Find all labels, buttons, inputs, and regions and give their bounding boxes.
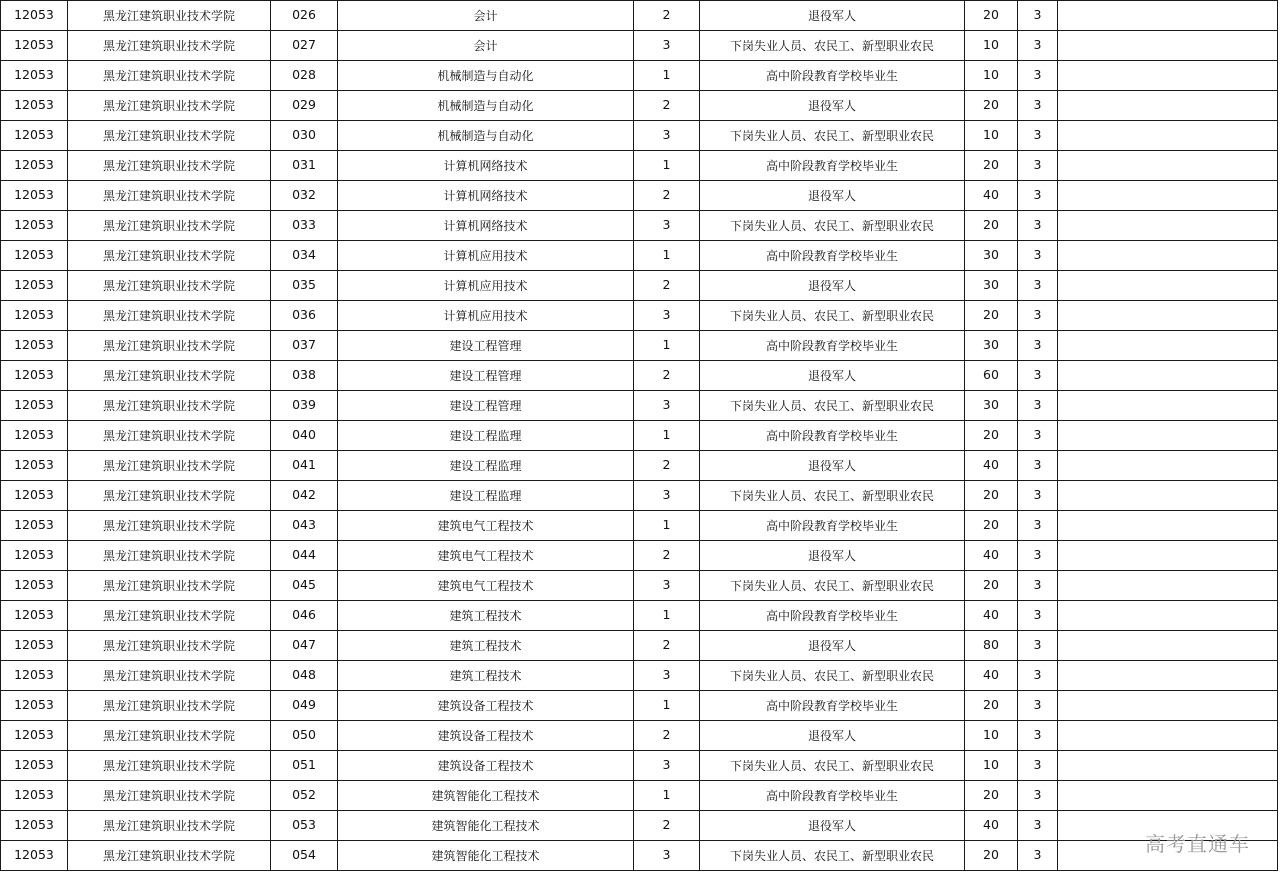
duration-cell: 3 bbox=[1018, 211, 1058, 241]
major-code-cell: 038 bbox=[271, 361, 338, 391]
major-code-cell: 046 bbox=[271, 601, 338, 631]
remarks-cell bbox=[1058, 241, 1278, 271]
major-code-cell: 044 bbox=[271, 541, 338, 571]
major-name-cell: 建筑设备工程技术 bbox=[338, 751, 634, 781]
major-name-cell: 建筑智能化工程技术 bbox=[338, 811, 634, 841]
school-code-cell: 12053 bbox=[1, 601, 68, 631]
major-name-cell: 建筑工程技术 bbox=[338, 661, 634, 691]
remarks-cell bbox=[1058, 751, 1278, 781]
duration-cell: 3 bbox=[1018, 271, 1058, 301]
duration-cell: 3 bbox=[1018, 631, 1058, 661]
school-name-cell: 黑龙江建筑职业技术学院 bbox=[68, 631, 271, 661]
applicant-group-cell: 高中阶段教育学校毕业生 bbox=[700, 511, 965, 541]
remarks-cell bbox=[1058, 181, 1278, 211]
applicant-group-cell: 下岗失业人员、农民工、新型职业农民 bbox=[700, 31, 965, 61]
plan-count-cell: 10 bbox=[965, 31, 1018, 61]
duration-cell: 3 bbox=[1018, 811, 1058, 841]
plan-count-cell: 20 bbox=[965, 571, 1018, 601]
school-code-cell: 12053 bbox=[1, 1, 68, 31]
school-name-cell: 黑龙江建筑职业技术学院 bbox=[68, 331, 271, 361]
table-row bbox=[1, 271, 1278, 301]
applicant-group-cell: 退役军人 bbox=[700, 631, 965, 661]
category-cell: 3 bbox=[634, 211, 700, 241]
school-name-cell: 黑龙江建筑职业技术学院 bbox=[68, 781, 271, 811]
school-name-cell: 黑龙江建筑职业技术学院 bbox=[68, 31, 271, 61]
table-row bbox=[1, 661, 1278, 691]
remarks-cell bbox=[1058, 151, 1278, 181]
applicant-group-cell: 退役军人 bbox=[700, 811, 965, 841]
school-code-cell: 12053 bbox=[1, 271, 68, 301]
major-code-cell: 052 bbox=[271, 781, 338, 811]
school-code-cell: 12053 bbox=[1, 511, 68, 541]
major-code-cell: 041 bbox=[271, 451, 338, 481]
duration-cell: 3 bbox=[1018, 31, 1058, 61]
remarks-cell bbox=[1058, 271, 1278, 301]
major-code-cell: 049 bbox=[271, 691, 338, 721]
school-name-cell: 黑龙江建筑职业技术学院 bbox=[68, 661, 271, 691]
remarks-cell bbox=[1058, 331, 1278, 361]
major-name-cell: 建设工程监理 bbox=[338, 451, 634, 481]
major-name-cell: 建设工程管理 bbox=[338, 331, 634, 361]
major-code-cell: 028 bbox=[271, 61, 338, 91]
plan-count-cell: 10 bbox=[965, 121, 1018, 151]
school-code-cell: 12053 bbox=[1, 121, 68, 151]
table-row bbox=[1, 541, 1278, 571]
plan-count-cell: 20 bbox=[965, 511, 1018, 541]
major-name-cell: 计算机应用技术 bbox=[338, 241, 634, 271]
applicant-group-cell: 高中阶段教育学校毕业生 bbox=[700, 781, 965, 811]
school-code-cell: 12053 bbox=[1, 811, 68, 841]
school-name-cell: 黑龙江建筑职业技术学院 bbox=[68, 751, 271, 781]
table-row bbox=[1, 781, 1278, 811]
school-name-cell: 黑龙江建筑职业技术学院 bbox=[68, 391, 271, 421]
plan-count-cell: 30 bbox=[965, 391, 1018, 421]
applicant-group-cell: 高中阶段教育学校毕业生 bbox=[700, 151, 965, 181]
table-row bbox=[1, 421, 1278, 451]
applicant-group-cell: 下岗失业人员、农民工、新型职业农民 bbox=[700, 841, 965, 871]
applicant-group-cell: 下岗失业人员、农民工、新型职业农民 bbox=[700, 121, 965, 151]
category-cell: 1 bbox=[634, 421, 700, 451]
table-row bbox=[1, 391, 1278, 421]
major-code-cell: 026 bbox=[271, 1, 338, 31]
duration-cell: 3 bbox=[1018, 451, 1058, 481]
remarks-cell bbox=[1058, 91, 1278, 121]
major-name-cell: 机械制造与自动化 bbox=[338, 121, 634, 151]
duration-cell: 3 bbox=[1018, 331, 1058, 361]
duration-cell: 3 bbox=[1018, 391, 1058, 421]
table-row bbox=[1, 61, 1278, 91]
applicant-group-cell: 高中阶段教育学校毕业生 bbox=[700, 421, 965, 451]
major-code-cell: 054 bbox=[271, 841, 338, 871]
school-code-cell: 12053 bbox=[1, 451, 68, 481]
school-code-cell: 12053 bbox=[1, 781, 68, 811]
remarks-cell bbox=[1058, 1, 1278, 31]
duration-cell: 3 bbox=[1018, 181, 1058, 211]
major-code-cell: 042 bbox=[271, 481, 338, 511]
major-name-cell: 计算机网络技术 bbox=[338, 181, 634, 211]
remarks-cell bbox=[1058, 301, 1278, 331]
table-row bbox=[1, 841, 1278, 871]
school-code-cell: 12053 bbox=[1, 301, 68, 331]
remarks-cell bbox=[1058, 541, 1278, 571]
duration-cell: 3 bbox=[1018, 511, 1058, 541]
table-row bbox=[1, 181, 1278, 211]
major-name-cell: 建筑工程技术 bbox=[338, 631, 634, 661]
category-cell: 3 bbox=[634, 391, 700, 421]
duration-cell: 3 bbox=[1018, 361, 1058, 391]
category-cell: 2 bbox=[634, 181, 700, 211]
plan-count-cell: 10 bbox=[965, 721, 1018, 751]
plan-count-cell: 40 bbox=[965, 541, 1018, 571]
school-code-cell: 12053 bbox=[1, 631, 68, 661]
remarks-cell bbox=[1058, 61, 1278, 91]
major-code-cell: 048 bbox=[271, 661, 338, 691]
applicant-group-cell: 退役军人 bbox=[700, 1, 965, 31]
major-name-cell: 建筑设备工程技术 bbox=[338, 721, 634, 751]
school-code-cell: 12053 bbox=[1, 841, 68, 871]
duration-cell: 3 bbox=[1018, 571, 1058, 601]
major-name-cell: 建筑工程技术 bbox=[338, 601, 634, 631]
category-cell: 3 bbox=[634, 571, 700, 601]
school-code-cell: 12053 bbox=[1, 31, 68, 61]
school-code-cell: 12053 bbox=[1, 61, 68, 91]
plan-count-cell: 80 bbox=[965, 631, 1018, 661]
duration-cell: 3 bbox=[1018, 841, 1058, 871]
school-code-cell: 12053 bbox=[1, 571, 68, 601]
school-code-cell: 12053 bbox=[1, 721, 68, 751]
major-code-cell: 050 bbox=[271, 721, 338, 751]
school-name-cell: 黑龙江建筑职业技术学院 bbox=[68, 61, 271, 91]
school-name-cell: 黑龙江建筑职业技术学院 bbox=[68, 151, 271, 181]
plan-count-cell: 30 bbox=[965, 241, 1018, 271]
school-name-cell: 黑龙江建筑职业技术学院 bbox=[68, 421, 271, 451]
plan-count-cell: 20 bbox=[965, 151, 1018, 181]
remarks-cell bbox=[1058, 421, 1278, 451]
major-name-cell: 机械制造与自动化 bbox=[338, 61, 634, 91]
applicant-group-cell: 下岗失业人员、农民工、新型职业农民 bbox=[700, 211, 965, 241]
school-name-cell: 黑龙江建筑职业技术学院 bbox=[68, 1, 271, 31]
school-code-cell: 12053 bbox=[1, 481, 68, 511]
plan-count-cell: 30 bbox=[965, 331, 1018, 361]
plan-count-cell: 20 bbox=[965, 1, 1018, 31]
table-row bbox=[1, 241, 1278, 271]
school-name-cell: 黑龙江建筑职业技术学院 bbox=[68, 451, 271, 481]
category-cell: 1 bbox=[634, 781, 700, 811]
major-code-cell: 027 bbox=[271, 31, 338, 61]
applicant-group-cell: 高中阶段教育学校毕业生 bbox=[700, 61, 965, 91]
remarks-cell bbox=[1058, 391, 1278, 421]
duration-cell: 3 bbox=[1018, 691, 1058, 721]
school-name-cell: 黑龙江建筑职业技术学院 bbox=[68, 301, 271, 331]
plan-count-cell: 60 bbox=[965, 361, 1018, 391]
school-name-cell: 黑龙江建筑职业技术学院 bbox=[68, 481, 271, 511]
major-code-cell: 053 bbox=[271, 811, 338, 841]
applicant-group-cell: 退役军人 bbox=[700, 541, 965, 571]
category-cell: 3 bbox=[634, 661, 700, 691]
table-row bbox=[1, 691, 1278, 721]
school-name-cell: 黑龙江建筑职业技术学院 bbox=[68, 811, 271, 841]
school-name-cell: 黑龙江建筑职业技术学院 bbox=[68, 181, 271, 211]
plan-count-cell: 20 bbox=[965, 421, 1018, 451]
duration-cell: 3 bbox=[1018, 661, 1058, 691]
category-cell: 2 bbox=[634, 361, 700, 391]
applicant-group-cell: 高中阶段教育学校毕业生 bbox=[700, 691, 965, 721]
major-code-cell: 039 bbox=[271, 391, 338, 421]
category-cell: 3 bbox=[634, 31, 700, 61]
plan-count-cell: 20 bbox=[965, 301, 1018, 331]
category-cell: 1 bbox=[634, 691, 700, 721]
major-name-cell: 机械制造与自动化 bbox=[338, 91, 634, 121]
remarks-cell bbox=[1058, 511, 1278, 541]
remarks-cell bbox=[1058, 571, 1278, 601]
school-name-cell: 黑龙江建筑职业技术学院 bbox=[68, 691, 271, 721]
remarks-cell bbox=[1058, 121, 1278, 151]
table-row bbox=[1, 811, 1278, 841]
school-code-cell: 12053 bbox=[1, 151, 68, 181]
duration-cell: 3 bbox=[1018, 721, 1058, 751]
major-name-cell: 计算机应用技术 bbox=[338, 301, 634, 331]
category-cell: 3 bbox=[634, 841, 700, 871]
table-row bbox=[1, 121, 1278, 151]
remarks-cell bbox=[1058, 31, 1278, 61]
plan-count-cell: 30 bbox=[965, 271, 1018, 301]
category-cell: 3 bbox=[634, 481, 700, 511]
school-code-cell: 12053 bbox=[1, 211, 68, 241]
category-cell: 1 bbox=[634, 241, 700, 271]
remarks-cell bbox=[1058, 601, 1278, 631]
major-name-cell: 建筑电气工程技术 bbox=[338, 541, 634, 571]
major-code-cell: 037 bbox=[271, 331, 338, 361]
school-name-cell: 黑龙江建筑职业技术学院 bbox=[68, 211, 271, 241]
remarks-cell bbox=[1058, 661, 1278, 691]
applicant-group-cell: 退役军人 bbox=[700, 271, 965, 301]
remarks-cell bbox=[1058, 361, 1278, 391]
major-code-cell: 033 bbox=[271, 211, 338, 241]
major-code-cell: 051 bbox=[271, 751, 338, 781]
category-cell: 2 bbox=[634, 721, 700, 751]
duration-cell: 3 bbox=[1018, 301, 1058, 331]
applicant-group-cell: 退役军人 bbox=[700, 181, 965, 211]
category-cell: 3 bbox=[634, 751, 700, 781]
category-cell: 1 bbox=[634, 511, 700, 541]
school-code-cell: 12053 bbox=[1, 361, 68, 391]
table-row bbox=[1, 211, 1278, 241]
major-name-cell: 建设工程管理 bbox=[338, 391, 634, 421]
school-code-cell: 12053 bbox=[1, 391, 68, 421]
table-row bbox=[1, 361, 1278, 391]
plan-count-cell: 40 bbox=[965, 661, 1018, 691]
duration-cell: 3 bbox=[1018, 421, 1058, 451]
plan-count-cell: 40 bbox=[965, 811, 1018, 841]
remarks-cell bbox=[1058, 481, 1278, 511]
category-cell: 1 bbox=[634, 61, 700, 91]
school-code-cell: 12053 bbox=[1, 181, 68, 211]
major-name-cell: 建设工程管理 bbox=[338, 361, 634, 391]
major-code-cell: 029 bbox=[271, 91, 338, 121]
table-row bbox=[1, 481, 1278, 511]
category-cell: 2 bbox=[634, 271, 700, 301]
major-name-cell: 建筑智能化工程技术 bbox=[338, 781, 634, 811]
applicant-group-cell: 下岗失业人员、农民工、新型职业农民 bbox=[700, 301, 965, 331]
table-row bbox=[1, 331, 1278, 361]
major-name-cell: 会计 bbox=[338, 1, 634, 31]
school-name-cell: 黑龙江建筑职业技术学院 bbox=[68, 541, 271, 571]
school-name-cell: 黑龙江建筑职业技术学院 bbox=[68, 601, 271, 631]
category-cell: 2 bbox=[634, 541, 700, 571]
duration-cell: 3 bbox=[1018, 121, 1058, 151]
table-row bbox=[1, 451, 1278, 481]
major-name-cell: 建设工程监理 bbox=[338, 481, 634, 511]
applicant-group-cell: 高中阶段教育学校毕业生 bbox=[700, 241, 965, 271]
school-code-cell: 12053 bbox=[1, 691, 68, 721]
school-code-cell: 12053 bbox=[1, 331, 68, 361]
category-cell: 2 bbox=[634, 631, 700, 661]
school-code-cell: 12053 bbox=[1, 541, 68, 571]
school-name-cell: 黑龙江建筑职业技术学院 bbox=[68, 721, 271, 751]
plan-count-cell: 10 bbox=[965, 61, 1018, 91]
school-name-cell: 黑龙江建筑职业技术学院 bbox=[68, 271, 271, 301]
watermark-text: 高考直通车 bbox=[1145, 832, 1250, 856]
major-code-cell: 034 bbox=[271, 241, 338, 271]
major-name-cell: 建筑电气工程技术 bbox=[338, 571, 634, 601]
table-row bbox=[1, 571, 1278, 601]
table-row bbox=[1, 1, 1278, 31]
school-name-cell: 黑龙江建筑职业技术学院 bbox=[68, 361, 271, 391]
duration-cell: 3 bbox=[1018, 241, 1058, 271]
table-row bbox=[1, 151, 1278, 181]
category-cell: 2 bbox=[634, 1, 700, 31]
school-code-cell: 12053 bbox=[1, 91, 68, 121]
major-name-cell: 建筑电气工程技术 bbox=[338, 511, 634, 541]
plan-count-cell: 40 bbox=[965, 451, 1018, 481]
duration-cell: 3 bbox=[1018, 601, 1058, 631]
major-name-cell: 建筑设备工程技术 bbox=[338, 691, 634, 721]
remarks-cell bbox=[1058, 631, 1278, 661]
table-row bbox=[1, 301, 1278, 331]
applicant-group-cell: 退役军人 bbox=[700, 91, 965, 121]
applicant-group-cell: 下岗失业人员、农民工、新型职业农民 bbox=[700, 481, 965, 511]
remarks-cell bbox=[1058, 691, 1278, 721]
major-code-cell: 035 bbox=[271, 271, 338, 301]
applicant-group-cell: 退役军人 bbox=[700, 361, 965, 391]
table-row bbox=[1, 601, 1278, 631]
plan-count-cell: 40 bbox=[965, 181, 1018, 211]
plan-count-cell: 40 bbox=[965, 601, 1018, 631]
duration-cell: 3 bbox=[1018, 151, 1058, 181]
remarks-cell bbox=[1058, 451, 1278, 481]
table-row bbox=[1, 91, 1278, 121]
table-row bbox=[1, 631, 1278, 661]
major-code-cell: 043 bbox=[271, 511, 338, 541]
major-code-cell: 047 bbox=[271, 631, 338, 661]
major-code-cell: 040 bbox=[271, 421, 338, 451]
category-cell: 3 bbox=[634, 121, 700, 151]
plan-count-cell: 20 bbox=[965, 211, 1018, 241]
school-name-cell: 黑龙江建筑职业技术学院 bbox=[68, 571, 271, 601]
applicant-group-cell: 下岗失业人员、农民工、新型职业农民 bbox=[700, 571, 965, 601]
major-code-cell: 045 bbox=[271, 571, 338, 601]
duration-cell: 3 bbox=[1018, 91, 1058, 121]
plan-count-cell: 20 bbox=[965, 91, 1018, 121]
table-row bbox=[1, 751, 1278, 781]
applicant-group-cell: 下岗失业人员、农民工、新型职业农民 bbox=[700, 751, 965, 781]
table-row bbox=[1, 721, 1278, 751]
major-name-cell: 建设工程监理 bbox=[338, 421, 634, 451]
category-cell: 2 bbox=[634, 811, 700, 841]
duration-cell: 3 bbox=[1018, 1, 1058, 31]
category-cell: 1 bbox=[634, 151, 700, 181]
plan-count-cell: 20 bbox=[965, 781, 1018, 811]
major-name-cell: 会计 bbox=[338, 31, 634, 61]
table-row bbox=[1, 511, 1278, 541]
applicant-group-cell: 退役军人 bbox=[700, 451, 965, 481]
table-body bbox=[1, 1, 1278, 871]
duration-cell: 3 bbox=[1018, 751, 1058, 781]
school-name-cell: 黑龙江建筑职业技术学院 bbox=[68, 241, 271, 271]
duration-cell: 3 bbox=[1018, 481, 1058, 511]
applicant-group-cell: 退役军人 bbox=[700, 721, 965, 751]
school-code-cell: 12053 bbox=[1, 751, 68, 781]
category-cell: 2 bbox=[634, 91, 700, 121]
school-code-cell: 12053 bbox=[1, 421, 68, 451]
plan-count-cell: 20 bbox=[965, 691, 1018, 721]
plan-count-cell: 20 bbox=[965, 841, 1018, 871]
school-name-cell: 黑龙江建筑职业技术学院 bbox=[68, 91, 271, 121]
remarks-cell bbox=[1058, 721, 1278, 751]
plan-count-cell: 20 bbox=[965, 481, 1018, 511]
applicant-group-cell: 下岗失业人员、农民工、新型职业农民 bbox=[700, 391, 965, 421]
applicant-group-cell: 高中阶段教育学校毕业生 bbox=[700, 331, 965, 361]
school-code-cell: 12053 bbox=[1, 241, 68, 271]
school-name-cell: 黑龙江建筑职业技术学院 bbox=[68, 121, 271, 151]
school-name-cell: 黑龙江建筑职业技术学院 bbox=[68, 511, 271, 541]
remarks-cell bbox=[1058, 781, 1278, 811]
remarks-cell bbox=[1058, 211, 1278, 241]
major-name-cell: 计算机网络技术 bbox=[338, 151, 634, 181]
major-code-cell: 030 bbox=[271, 121, 338, 151]
duration-cell: 3 bbox=[1018, 781, 1058, 811]
duration-cell: 3 bbox=[1018, 541, 1058, 571]
major-name-cell: 建筑智能化工程技术 bbox=[338, 841, 634, 871]
school-code-cell: 12053 bbox=[1, 661, 68, 691]
table-row bbox=[1, 31, 1278, 61]
category-cell: 3 bbox=[634, 301, 700, 331]
school-name-cell: 黑龙江建筑职业技术学院 bbox=[68, 841, 271, 871]
applicant-group-cell: 高中阶段教育学校毕业生 bbox=[700, 601, 965, 631]
category-cell: 1 bbox=[634, 331, 700, 361]
major-code-cell: 031 bbox=[271, 151, 338, 181]
duration-cell: 3 bbox=[1018, 61, 1058, 91]
plan-count-cell: 10 bbox=[965, 751, 1018, 781]
category-cell: 2 bbox=[634, 451, 700, 481]
applicant-group-cell: 下岗失业人员、农民工、新型职业农民 bbox=[700, 661, 965, 691]
major-code-cell: 036 bbox=[271, 301, 338, 331]
major-name-cell: 计算机应用技术 bbox=[338, 271, 634, 301]
major-code-cell: 032 bbox=[271, 181, 338, 211]
major-name-cell: 计算机网络技术 bbox=[338, 211, 634, 241]
category-cell: 1 bbox=[634, 601, 700, 631]
